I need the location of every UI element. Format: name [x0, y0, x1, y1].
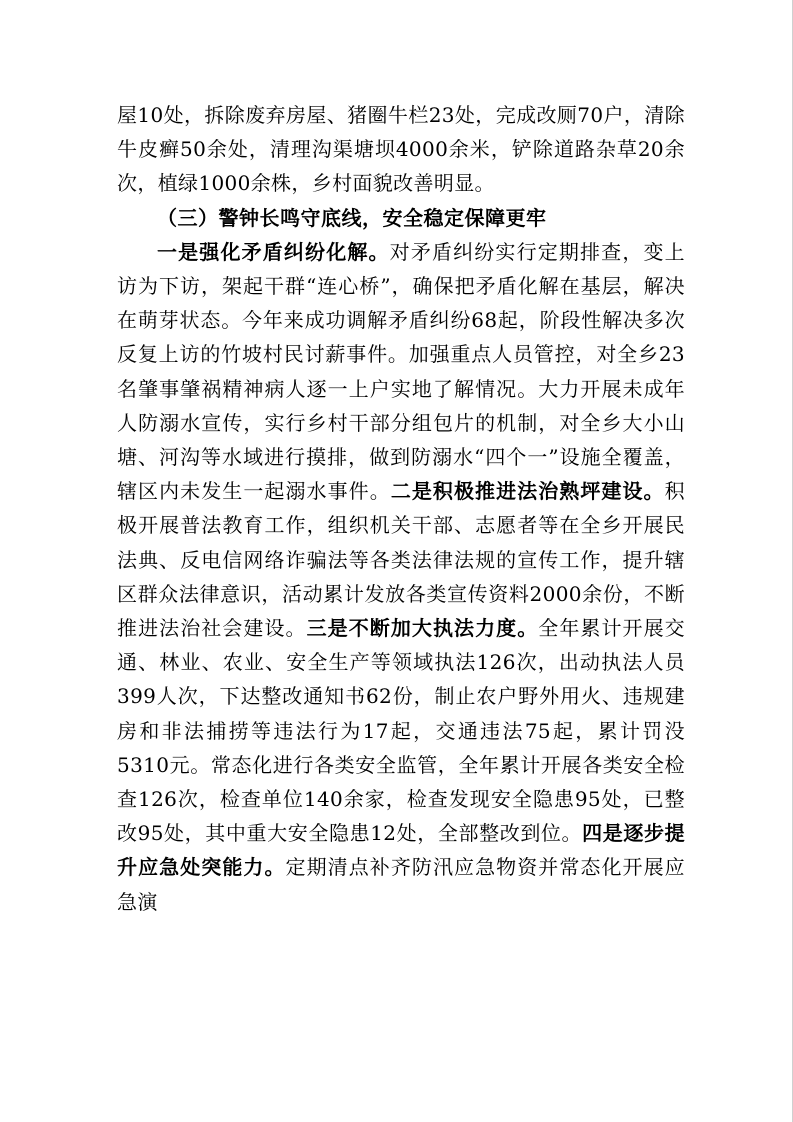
item4-title: 四是逐步提升应急处突能力。 [117, 821, 685, 880]
section-heading: （三）警钟长鸣守底线，安全稳定保障更牢 [157, 205, 547, 230]
item3-text: 全年累计开展交通、林业、农业、安全生产等领域执法126次，出动执法人员399人次，下达整改通知书62份，制止农户野外用火、违规建房和非法捕捞等违法行为17起，交通违法75起，累计罚没5310元。常态化进行各类安全监管，全年累计开展各类安全检查126次，检查单位140余家，检查发现安全隐患95处，已整改95处，其中重大安全隐患12处，全部整改到位。 [117, 616, 686, 846]
document-body [117, 98, 685, 919]
item3-title: 三是不断加大执法力度。 [306, 616, 539, 641]
paragraph-continuation: 屋10处，拆除废弃房屋、猪圈牛栏23处，完成改厕70户，清除牛皮癣50余处，清理沟渠塘坝4000余米，铲除道路杂草20余次，植绿1000余株，乡村面貌改善明显。 [117, 103, 685, 196]
item4-text: 定期清点补齐防汛应急物资并常态化开展应急演 [117, 855, 685, 914]
paragraph-safety-stability [117, 235, 685, 919]
item1-text: 对矛盾纠纷实行定期排查，变上访为下访，架起干群“连心桥”，确保把矛盾化解在基层，解决在萌芽状态。今年来成功调解矛盾纠纷68起，阶段性解决多次反复上访的竹坡村民讨薪事件。加强重点人员管控，对全乡23名肇事肇祸精神病人逐一上户实地了解情况。大力开展未成年人防溺水宣传，实行乡村干部分组包片的机制，对全乡大小山塘、河沟等水域进行摸排，做到防溺水“四个一”设施全覆盖，辖区内未发生一起溺水事件。 [117, 239, 685, 504]
item1-title: 一是强化矛盾纠纷化解。 [157, 239, 390, 264]
item2-title: 二是积极推进法治熟坪建设。 [390, 479, 665, 504]
item2-text: 积极开展普法教育工作，组织机关干部、志愿者等在全乡开展民法典、反电信网络诈骗法等各类法律法规的宣传工作，提升辖区群众法律意识，活动累计发放各类宣传资料2000余份，不断推进法治社会建设。 [117, 479, 685, 641]
